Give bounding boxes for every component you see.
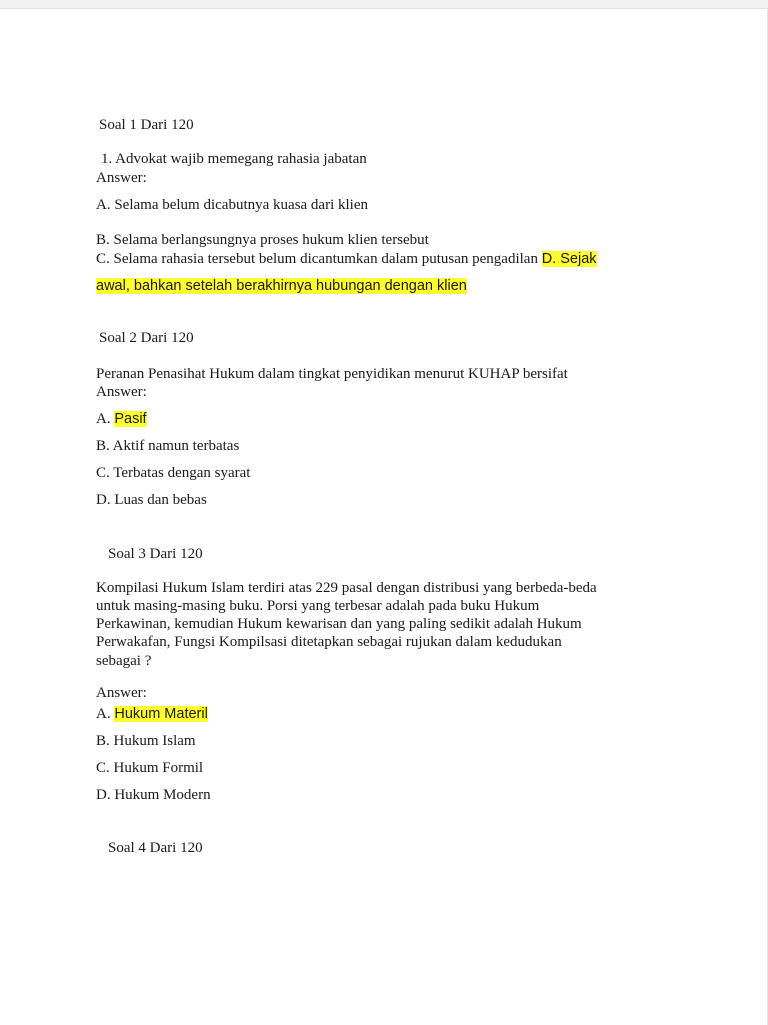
q1-heading: Soal 1 Dari 120 — [99, 117, 194, 133]
q1-option-a: A. Selama belum dicabutnya kuasa dari klien — [96, 197, 368, 213]
q3-question-line: untuk masing-masing buku. Porsi yang terbesar adalah pada buku Hukum — [96, 598, 540, 614]
q2-option-a-prefix: A. — [96, 411, 111, 427]
q3-answer-label: Answer: — [96, 685, 147, 701]
q2-answer-label: Answer: — [96, 384, 147, 400]
q2-option-b: B. Aktif namun terbatas — [96, 438, 240, 454]
q3-question-line: Perkawinan, kemudian Hukum kewarisan dan yang paling sedikit adalah Hukum — [96, 616, 582, 632]
q2-option-a-highlight: Pasif — [114, 411, 147, 427]
q3-question-line: Perwakafan, Fungsi Kompilsasi ditetapkan sebagai rujukan dalam kedudukan — [96, 634, 562, 650]
q4-heading: Soal 4 Dari 120 — [108, 840, 203, 856]
q2-option-c: C. Terbatas dengan syarat — [96, 465, 251, 481]
q2-heading: Soal 2 Dari 120 — [99, 330, 194, 346]
q3-heading: Soal 3 Dari 120 — [108, 546, 203, 562]
q2-option-a-row — [96, 410, 147, 428]
q1-option-d-row — [96, 277, 467, 295]
q3-option-a-prefix: A. — [96, 706, 111, 722]
q3-question-line: Kompilasi Hukum Islam terdiri atas 229 pasal dengan distribusi yang berbeda-beda — [96, 580, 597, 596]
q1-question: 1. Advokat wajib memegang rahasia jabatan — [101, 151, 367, 167]
q1-answer-label: Answer: — [96, 170, 147, 186]
q1-option-c: C. Selama rahasia tersebut belum dicantumkan dalam putusan pengadilan — [96, 251, 538, 267]
q1-option-d-highlight-start: D. Sejak — [541, 251, 597, 267]
q3-option-c: C. Hukum Formil — [96, 760, 204, 776]
q1-option-b: B. Selama berlangsungnya proses hukum klien tersebut — [96, 232, 429, 248]
document-page — [0, 8, 768, 1025]
q3-option-d: D. Hukum Modern — [96, 787, 211, 803]
q3-option-a-highlight: Hukum Materil — [114, 706, 208, 722]
q2-option-d: D. Luas dan bebas — [96, 492, 207, 508]
q2-question: Peranan Penasihat Hukum dalam tingkat penyidikan menurut KUHAP bersifat — [96, 366, 568, 382]
q3-question-line: sebagai ? — [96, 653, 152, 669]
q3-option-b: B. Hukum Islam — [96, 733, 196, 749]
q3-option-a-row — [96, 705, 208, 723]
q1-option-c-row — [96, 250, 597, 268]
q1-option-d-highlight-end: awal, bahkan setelah berakhirnya hubungan dengan klien — [96, 278, 467, 294]
